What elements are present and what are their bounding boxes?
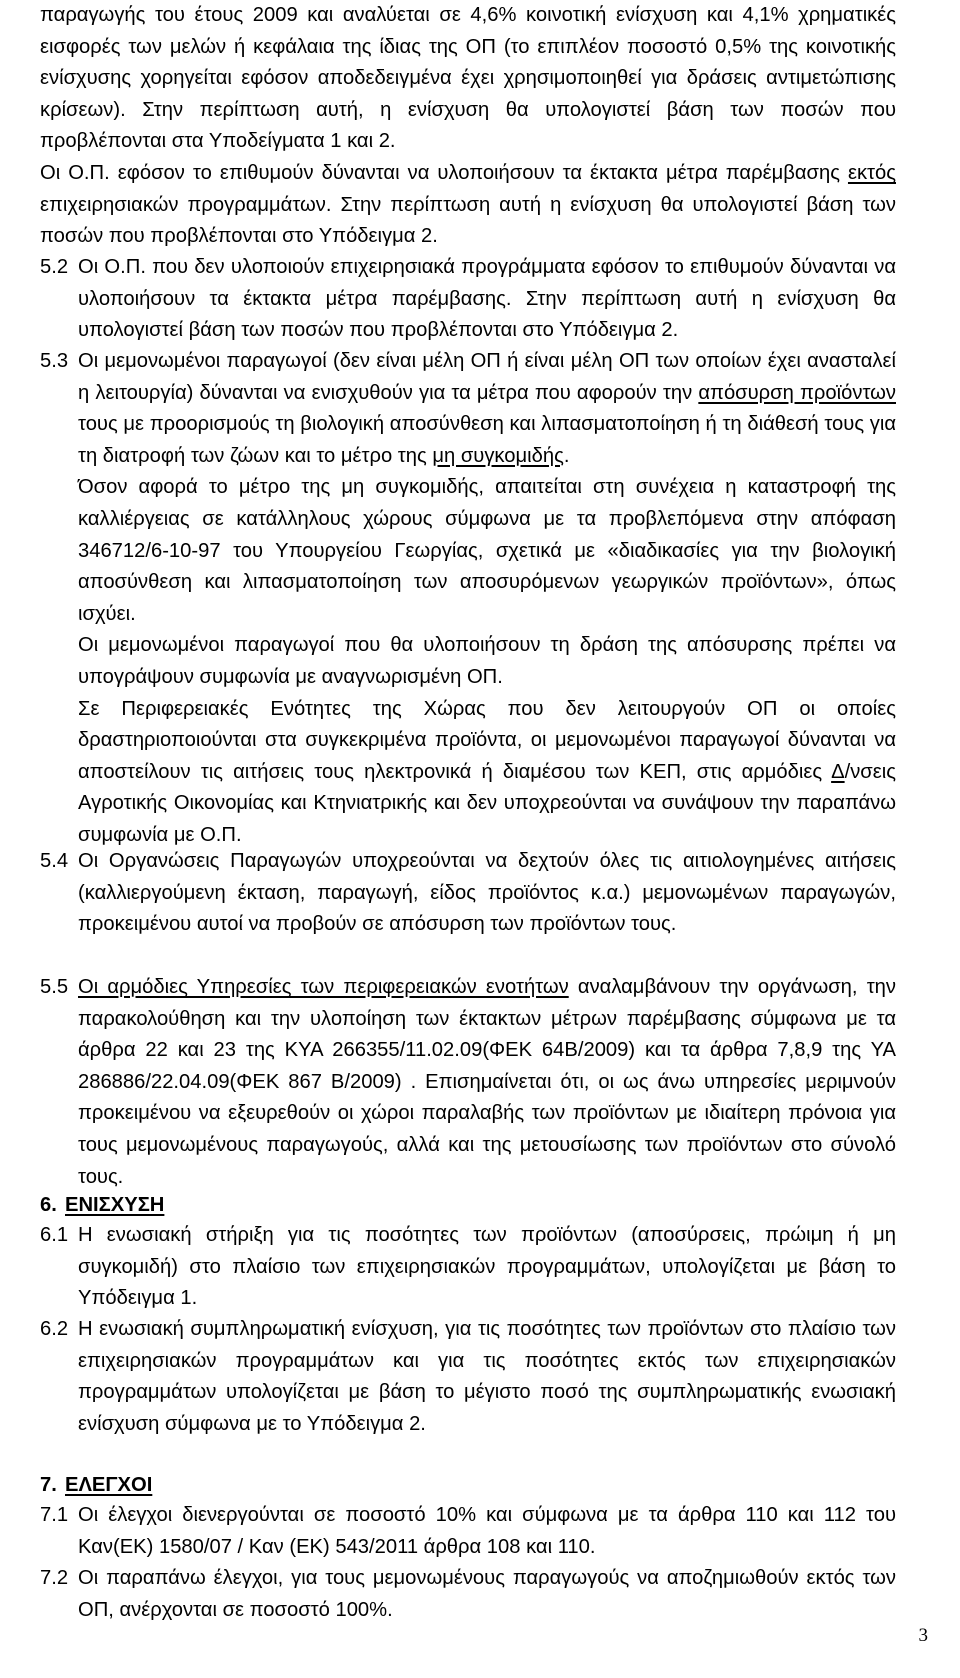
s53-paragraph-2: Όσον αφορά το μέτρο της μη συγκομιδής, απαιτείται στη συνέχεια η καταστροφή της καλλιέργειας σε κατάλληλους χώρους σύμφωνα με τα προβλεπόμενα στην απόφαση 346712/6-10-97 του Υπουργείου Γεωργίας, σχετικά με «διαδικασίες για την βιολογική αποσύνθεση και λιπασματοποίηση των αποσυρόμενων γεωργικών προϊόντων», όπως ισχύει. [78,476,896,625]
s52-text: Οι Ο.Π. που δεν υλοποιούν επιχειρησιακά προγράμματα εφόσον το επιθυμούν δύνανται να υλοποιήσουν τα έκτακτα μέτρα παρέμβασης. [78,256,896,310]
section-7-1 [40,1500,896,1563]
section-number: 5.4 [40,850,69,872]
op-underlined-word: εκτός [847,162,896,184]
section-6-2 [40,1314,896,1440]
op-text-end: Στην περίπτωση αυτή η ενίσχυση θα υπολογιστεί βάση των ποσών που προβλέπονται στο Υπόδειγμα 2. [40,193,897,248]
section-text: Οι παραπάνω έλεγχοι, για τους μεμονωμένους παραγωγούς να αποζημιωθούν εκτός των ΟΠ, ανέρχονται σε ποσοστό 100%. [78,1567,896,1621]
intro-text-cont: Στην περίπτωση αυτή, η ενίσχυση θα υπολογιστεί βάση των ποσών που προβλέπονται στα Υποδείγματα 1 και 2. [40,98,897,153]
section-number: 7.1 [40,1504,69,1526]
section-text: Οι έλεγχοι διενεργούνται σε ποσοστό 10% και σύμφωνα με τα άρθρα 110 και 112 του Καν(ΕΚ) 1580/07 / Καν (ΕΚ) 543/2011 άρθρα 108 και 110. [78,1504,896,1558]
section-5-3 [40,346,896,852]
op-text: Οι Ο.Π. εφόσον το επιθυμούν δύνανται να υλοποιήσουν τα έκτακτα μέτρα παρέμβασης [40,162,848,184]
op-paragraph [40,158,896,253]
section-number: 5.3 [40,350,69,372]
section-5-5 [40,972,896,1193]
page-number: 3 [918,1625,928,1646]
s53-p4-text-cont: /νσεις Αγροτικής Οικονομίας και Κτηνιατρικής και δεν υποχρεούνται να συνάψουν την παραπάνω συμφωνία με Ο.Π. [78,760,896,846]
s53-p4-text: Σε Περιφερειακές Ενότητες της Χώρας που δεν λειτουργούν ΟΠ οι οποίες δραστηριοποιούνται στα συγκεκριμένα προϊόντα, οι μεμονωμένοι παραγωγοί δύνανται να αποστείλουν τις αιτήσεις τους ηλεκτρονικά ή διαμέσου των ΚΕΠ, στις αρμόδιες [78,697,896,783]
section-text [78,252,896,347]
section-text [78,972,896,1193]
section-text: Οι Οργανώσεις Παραγωγών υποχρεούνται να δεχτούν όλες τις αιτιολογημένες αιτήσεις (καλλιεργούμενη έκταση, παραγωγή, είδος προϊόντος κ.α.) μεμονωμένων παραγωγών, προκειμένου αυτοί να προβούν σε απόσυρση των προϊόντων τους. [78,850,896,936]
section-number: 6.1 [40,1224,69,1246]
section-5-2 [40,252,896,347]
section-number: 5.2 [40,256,69,278]
section-7-2 [40,1563,896,1626]
section-5-4 [40,846,896,941]
op-text-cont: επιχειρησιακών προγραμμάτων. [40,193,332,216]
section-text: Η ενωσιακή στήριξη για τις ποσότητες των προϊόντων (αποσύρσεις, πρώιμη ή μη συγκομιδή) στο πλαίσιο των επιχειρησιακών προγραμμάτων, υπολογίζεται με βάση το Υπόδειγμα 1. [78,1224,896,1310]
s53-text-cont: τους με προορισμούς τη βιολογική αποσύνθεση και λιπασματοποίηση ή τη διάθεσή τους για τη διατροφή των ζώων και το μέτρο της [78,413,896,467]
intro-text: παραγωγής του έτους 2009 και αναλύεται σε 4,6% κοινοτική ενίσχυση και 4,1% χρηματικές εισφορές των μελών ή κεφάλαια της ίδιας της ΟΠ (το επιπλέον ποσοστό 0,5% της κοινοτικής ενίσχυσης χορηγείται εφόσον αποδεδειγμένα έχει χρησιμοποιηθεί για δράσεις αντιμετώπισης κρίσεων). [40,4,896,121]
intro-paragraph [40,0,896,158]
s55-text: αναλαμβάνουν την οργάνωση, την παρακολούθηση και την υλοποίηση των έκτακτων μέτρων παρέμβασης σύμφωνα με τα άρθρα 22 και 23 της ΚΥΑ 266355/11.02.09(ΦΕΚ 64Β/2009) και τα άρθρα 7,8,9 της ΥΑ 286886/22.04.09(ΦΕΚ 867 Β/2009) . Επισημαίνεται ότι, οι ως άνω υπηρεσίες μεριμνούν προκειμένου να εξευρεθούν οι χώροι παραλαβής των προϊόντων με ιδιαίτερη πρόνοια για τους μεμονωμένους παραγωγούς, αλλά και της μετουσίωσης των προϊόντων στο σύνολό τους. [78,976,896,1188]
heading-number: 6. [40,1194,57,1216]
section-number: 7.2 [40,1567,69,1589]
s52-text-cont: Στην περίπτωση αυτή η ενίσχυση θα υπολογιστεί βάση των ποσών που προβλέπονται στο Υπόδειγμα 2. [78,287,896,342]
section-text: Η ενωσιακή συμπληρωματική ενίσχυση, για τις ποσότητες των προϊόντων στο πλαίσιο των επιχειρησιακών προγραμμάτων και για τις ποσότητες εκτός των επιχειρησιακών προγραμμάτων υπολογίζεται με βάση το μέγιστο ποσό της συμπληρωματικής ενωσιακή ενίσχυση σύμφωνα με το Υπόδειγμα 2. [78,1318,896,1435]
heading-title: ΕΛΕΓΧΟΙ [65,1474,153,1496]
s53-underlined-withdrawal: απόσυρση προϊόντων [698,381,896,404]
section-6-1 [40,1220,896,1315]
s53-p4-underlined: Δ [831,760,845,783]
section-number: 5.5 [40,976,69,998]
heading-number: 7. [40,1474,57,1496]
section-number: 6.2 [40,1318,69,1340]
s53-text: Οι μεμονωμένοι παραγωγοί (δεν είναι μέλη ΟΠ ή είναι μέλη ΟΠ των οποίων έχει ανασταλεί η λειτουργία) δύνανται να ενισχυθούν για τα μέτρα που αφορούν την [78,350,896,404]
heading-section-6 [40,1190,164,1222]
s53-paragraph-3: Οι μεμονωμένοι παραγωγοί που θα υλοποιήσουν τη δράση της απόσυρσης πρέπει να υπογράψουν συμφωνία με αναγνωρισμένη ΟΠ. [78,634,896,688]
s53-underlined-non-harvest: μη συγκομιδής [432,444,564,467]
s53-paragraph-1 [78,346,896,472]
heading-section-7 [40,1470,152,1502]
s55-underlined-services: Οι αρμόδιες Υπηρεσίες των περιφερειακών ενοτήτων [78,976,569,998]
s53-period: . [563,444,570,467]
heading-title: ΕΝΙΣΧΥΣΗ [65,1194,165,1216]
s53-paragraph-4 [78,694,896,852]
